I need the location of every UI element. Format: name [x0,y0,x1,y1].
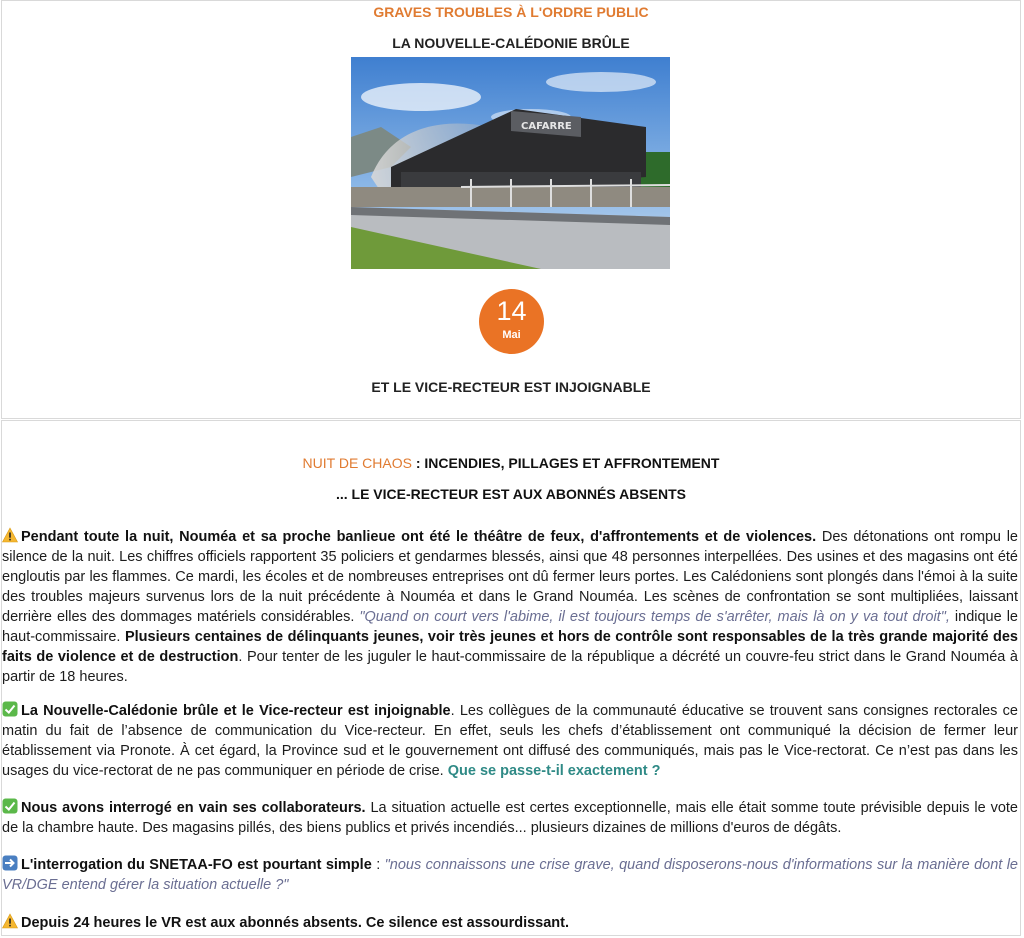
paragraph-1 [2,527,1018,687]
section-title-rest: : INCENDIES, PILLAGES ET AFFRONTEMENT [411,455,720,471]
p1-text-2: indique le haut-commissaire. [2,609,1018,645]
p1-bold-2: Plusieurs centaines de délinquants jeunes, voir très jeunes et hors de contrôle sont responsables de la très grande majorité des faits de violence et de destruction [2,629,1018,665]
right-arrow-icon [2,855,18,871]
p1-bold-intro: Pendant toute la nuit, Nouméa et sa proche banlieue ont été le théâtre de feux, d'affrontements et de violences. [21,529,817,545]
p3-text: La situation actuelle est certes exceptionnelle, mais elle était somme toute prévisible depuis le vote de la chambre haute. Des magasins pillés, des biens publics et privés incendiés... plusieurs dizaines de millions d'euros de dégâts. [2,800,1018,836]
store-sign: CAFARRE [521,121,572,132]
burning-building-photo [351,57,670,269]
p1-text-1: Des détonations ont rompu le silence de la nuit. Les chiffres officiels rapportent 35 policiers et gendarmes blessés, ainsi que 48 personnes interpellées. Des usines et des magasins ont été engloutis par les flammes. Ce mardi, les écoles et de nombreuses entreprises ont dû fermer leurs portes. Les Calédoniens sont plongés dans l'émoi à la suite des troubles majeurs survenus lors de la nuit précédente à Nouméa et dans le Grand Nouméa. Les scènes de confrontation se sont multipliées, laissant derrière elles des dommages matériels considérables. [2,529,1018,625]
header-card [1,0,1021,419]
headline: LA NOUVELLE-CALÉDONIE BRÛLE [392,35,630,51]
section-title [2,455,1020,471]
p1-quote: "Quand on court vers l'abime, il est toujours temps de s'arrêter, mais là on y va tout droit", [359,609,950,625]
warning-icon [2,527,18,543]
paragraph-4 [2,855,1018,895]
section-subtitle: ... LE VICE-RECTEUR EST AUX ABONNÉS ABSENTS [335,486,687,502]
date-badge [479,289,544,354]
p1-text-3: . Pour tenter de les juguler le haut-commissaire de la république a décrété un couvre-feu strict dans le Grand Nouméa à partir de 18 heures. [2,649,1018,685]
subhead: ET LE VICE-RECTEUR EST INJOIGNABLE [371,379,651,395]
paragraph-2 [2,701,1018,781]
kicker: GRAVES TROUBLES À L'ORDRE PUBLIC [373,4,649,20]
paragraph-3 [2,798,1018,838]
section-title-accent: NUIT DE CHAOS [302,455,412,471]
date-day: 14 [496,296,527,326]
check-mark-button-icon [2,798,18,814]
check-mark-button-icon [2,701,18,717]
p3-bold: Nous avons interrogé en vain ses collaborateurs. [21,800,366,816]
warning-icon [2,913,18,929]
p4-quote: "nous connaissons une crise grave, quand disposerons-nous d'informations sur la manière dont le VR/DGE entend gérer la situation actuelle ?" [2,857,1018,893]
p2-text: . Les collègues de la communauté éducative se trouvent sans consignes rectorales ce matin du fait de l’absence de communication du Vice-recteur. En effet, seuls les chefs d’établissement ont communiqué la décision de fermer leur établissement via Pronote. À cet égard, la Province sud et le gouvernement ont diffusé des communiqués, mais pas le Vice-rectorat. Ce n’est pas dans les usages du vice-rectorat de ne pas communiquer en période de crise. [2,703,1018,779]
paragraph-5 [2,913,1018,933]
date-month: Mai [502,329,521,341]
p2-bold: La Nouvelle-Calédonie brûle et le Vice-recteur est injoignable [21,703,451,719]
article-card [1,420,1021,936]
p5-bold: Depuis 24 heures le VR est aux abonnés absents. Ce silence est assourdissant. [21,915,569,931]
p4-text: : [371,857,385,873]
p2-question-link[interactable]: Que se passe-t-il exactement ? [447,763,661,779]
p4-bold: L'interrogation du SNETAA-FO est pourtant simple [21,857,372,873]
